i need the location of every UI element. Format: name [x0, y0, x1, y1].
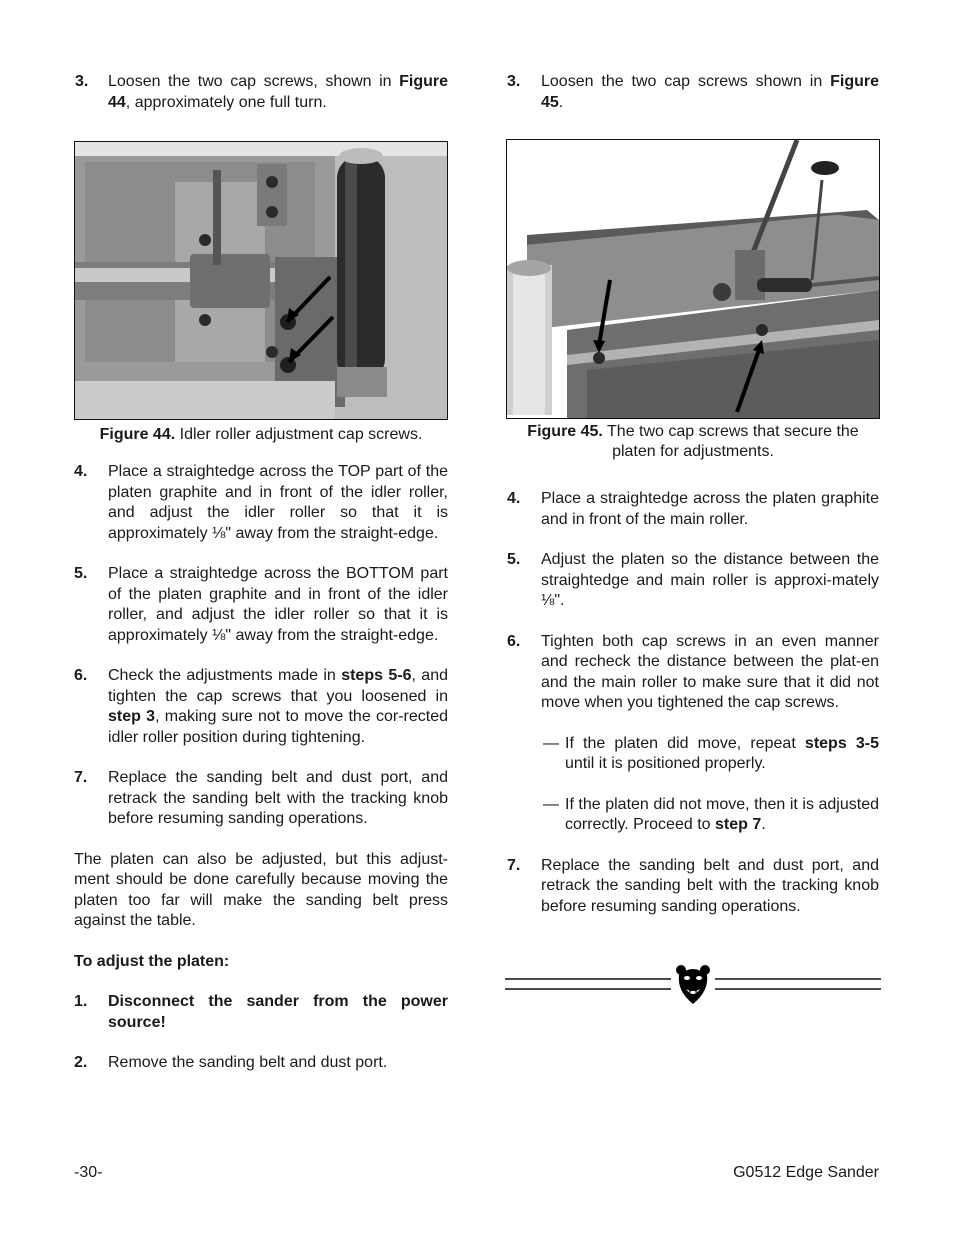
idler-roller-illustration [75, 142, 447, 419]
note-text: If the platen did move, repeat [565, 734, 805, 752]
right-step-3 [507, 72, 879, 113]
platen-note: The platen can also be adjusted, but this adjust-ment should be done carefully because moving the platen too far will make the sanding belt press against the table. [74, 850, 448, 929]
step-text: Tighten both cap screws in an even manner and recheck the distance between the plat-en and the main roller to make sure that it did not move when you tightened the cap screws. [541, 632, 879, 711]
step-number: 7. [74, 769, 88, 786]
right-step-7 [507, 856, 879, 918]
caption-text: Idler roller adjustment cap screws. [179, 426, 423, 443]
step-number: 4. [507, 490, 521, 507]
right-step-5 [507, 550, 879, 612]
bear-logo-icon [675, 963, 711, 1005]
caption-label: Figure 45. [527, 423, 603, 440]
step-text: Disconnect the sander from the power source! [108, 993, 448, 1031]
figure-45-caption [507, 422, 879, 462]
step-text: Adjust the platen so the distance between the straightedge and main roller is approxi-mately ⅛". [541, 551, 879, 609]
step-text: Place a straightedge across the platen graphite and in front of the main roller. [541, 490, 879, 528]
step-number: 3. [507, 73, 521, 90]
step-reference: step 7 [714, 816, 762, 833]
left-column [74, 72, 448, 113]
right-dash-note-2 [507, 795, 879, 836]
left-step-7 [74, 768, 448, 830]
step-reference: steps 3-5 [804, 734, 879, 752]
dash-mark: — [543, 734, 559, 752]
figure-reference: Figure 44 [108, 73, 448, 111]
step-number: 6. [507, 632, 521, 650]
page-number: -30- [74, 1164, 103, 1181]
note-text: until it is positioned properly. [565, 755, 766, 772]
right-dash-note-1 [507, 734, 879, 775]
step-text: Remove the sanding belt and dust port. [108, 1054, 388, 1071]
figure-44-caption [74, 425, 448, 445]
left-step-4 [74, 462, 448, 544]
right-steps-continued [507, 489, 879, 917]
section-divider [505, 962, 881, 1006]
step-reference: steps 5-6 [341, 667, 412, 684]
platen-step-2 [74, 1053, 448, 1074]
step-text: Place a straightedge across the BOTTOM part of the platen graphite and in front of the idler roller, and adjust the idler roller so that it is approximately ⅛" away from the straight-edge. [108, 565, 448, 644]
note-text: . [761, 816, 766, 833]
right-column [507, 72, 879, 113]
right-step-4 [507, 489, 879, 530]
step-text: Check the adjustments made in [108, 667, 342, 684]
platen-heading: To adjust the platen: [74, 952, 230, 970]
step-text: , approximately one full turn. [125, 93, 327, 111]
step-number: 1. [74, 993, 88, 1010]
note-text: If the platen did not move, then it is adjusted correctly. Proceed to [565, 795, 879, 833]
step-text: Replace the sanding belt and dust port, and retrack the sanding belt with the tracking knob before resuming sanding operations. [108, 769, 448, 827]
step-text: , and tighten the cap screws that you loosened in [108, 667, 448, 705]
document-title: G0512 Edge Sander [733, 1164, 879, 1181]
figure-44-photo [74, 141, 448, 420]
step-reference: step 3 [108, 708, 156, 725]
right-step-6 [507, 632, 879, 714]
step-text: . [558, 93, 564, 111]
step-text: Place a straightedge across the TOP part of the platen graphite and in front of the idler roller, and adjust the idler roller so that it is approximately ⅛" away from the straight-edge. [108, 463, 448, 542]
step-number: 5. [74, 565, 88, 582]
platen-step-1 [74, 992, 448, 1033]
left-step-5 [74, 564, 448, 646]
left-step-6 [74, 666, 448, 748]
step-text: , making sure not to move the cor-rected idler roller position during tightening. [108, 708, 448, 746]
step-number: 7. [507, 856, 521, 874]
platen-cap-screws-illustration [507, 140, 879, 418]
left-step-3 [74, 72, 448, 113]
step-number: 6. [74, 667, 88, 684]
figure-45-photo [506, 139, 880, 419]
caption-text-line-2: platen for adjustments. [612, 443, 774, 460]
step-number: 3. [75, 73, 89, 90]
step-text: Loosen the two cap screws, shown in [108, 73, 400, 90]
step-number: 2. [74, 1054, 88, 1071]
step-text: Loosen the two cap screws shown in [541, 73, 831, 90]
caption-text: The two cap screws that secure the [607, 423, 859, 440]
figure-reference: Figure 45 [541, 73, 879, 111]
left-steps-continued [74, 462, 448, 1074]
step-number: 4. [74, 463, 88, 480]
dash-mark: — [543, 795, 559, 813]
step-text: Replace the sanding belt and dust port, and retrack the sanding belt with the tracking knob before resuming sanding operations. [541, 856, 879, 915]
step-number: 5. [507, 551, 521, 568]
caption-label: Figure 44. [99, 426, 176, 443]
